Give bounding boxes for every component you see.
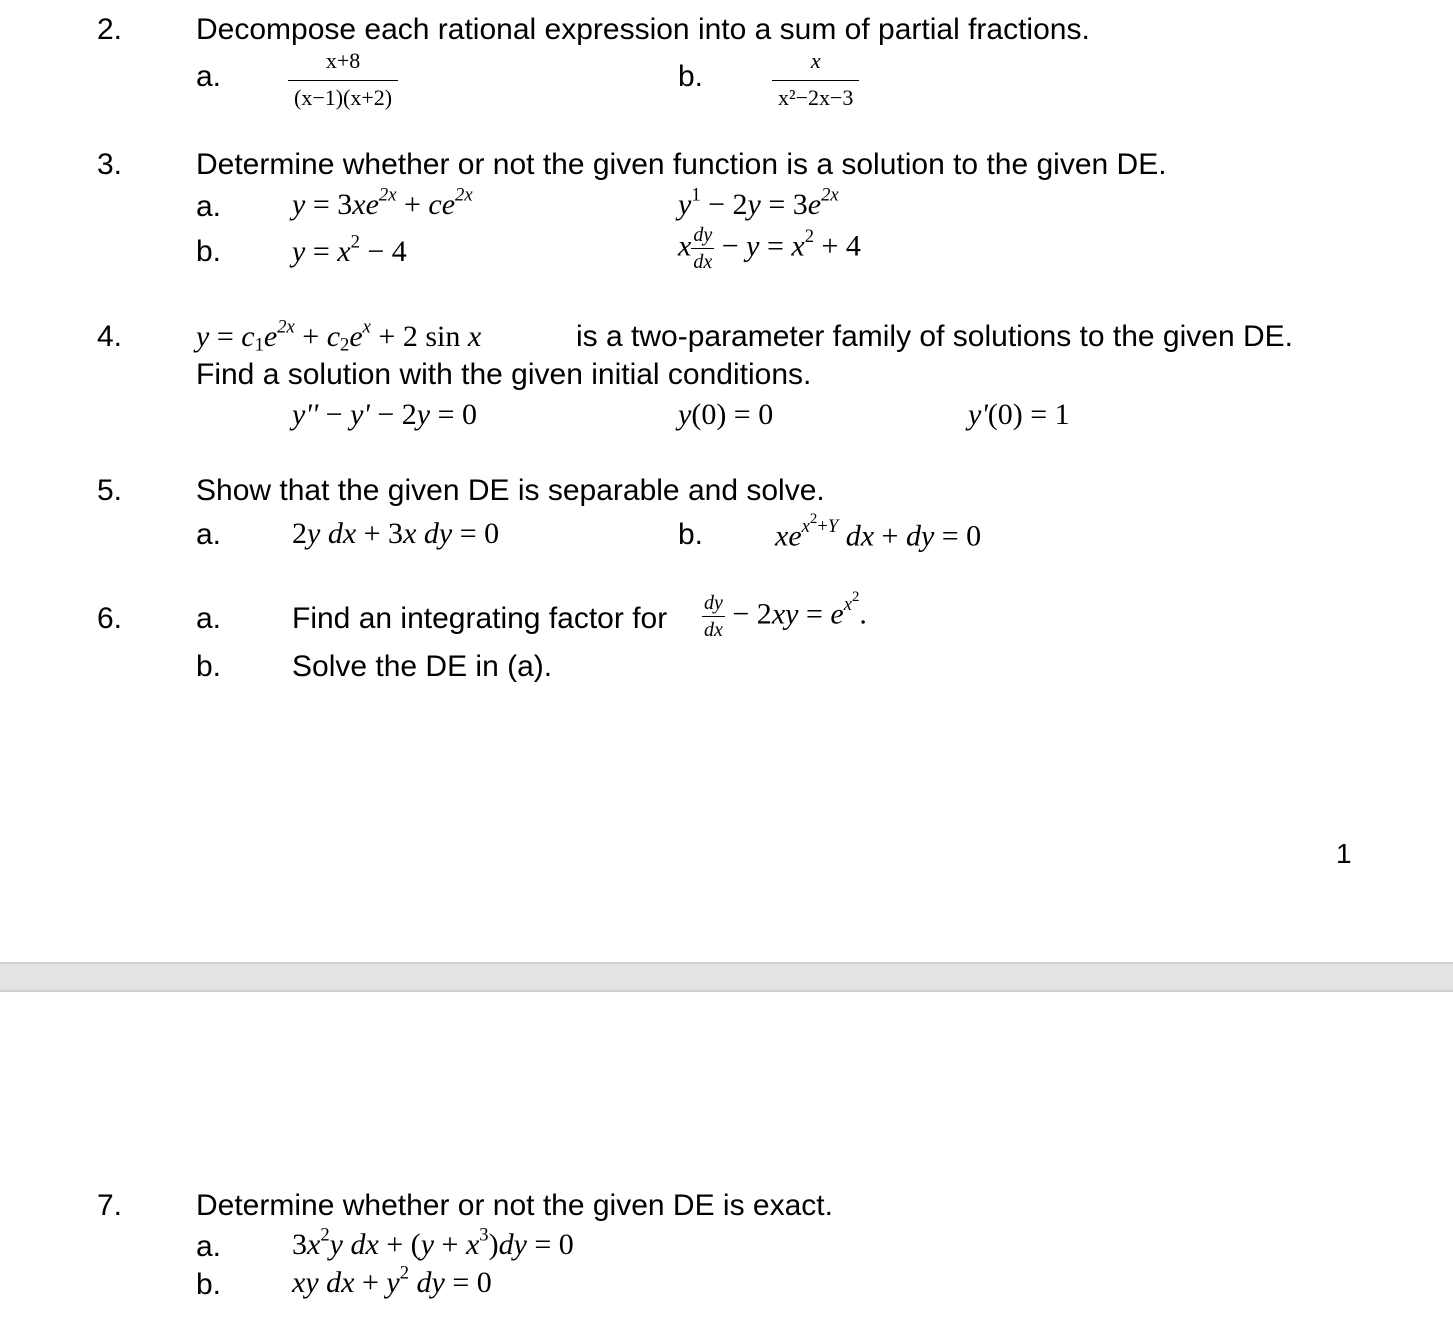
- part-label: a.: [196, 1230, 222, 1263]
- problem-instruction: Determine whether or not the given function is a solution to the given DE.: [196, 148, 1167, 181]
- given-de: $\frac{dy}{dx}$ − $2xy = e^{x^2}$.: [704, 589, 867, 641]
- problem-instruction: Decompose each rational expression into a sum of partial fractions.: [196, 13, 1090, 46]
- fraction-denominator: x²−2x−3: [772, 80, 859, 109]
- problem-number: 2.: [97, 13, 123, 46]
- fraction-numerator: x+8: [325, 48, 361, 73]
- part-label: b.: [196, 650, 222, 683]
- problem-instruction: Find a solution with the given initial conditions.: [196, 358, 812, 391]
- given-de: y'' − y' − 2y = 0: [292, 398, 477, 431]
- given-de: x $\frac{dy}{dx}$ − $y = x^2 + 4$: [678, 224, 861, 273]
- problem-number: 3.: [97, 148, 123, 181]
- part-label: a.: [196, 518, 222, 551]
- given-function: $y = x^2 - 4$: [292, 231, 407, 268]
- given-de: $3x^2y$ dx + $(y + x^3)dy = 0$: [292, 1224, 574, 1261]
- fraction-expression: [772, 50, 859, 109]
- fraction-denominator: (x−1)(x+2): [288, 80, 398, 109]
- problem-instruction: Determine whether or not the given DE is exact.: [196, 1189, 833, 1222]
- part-label: b.: [196, 1268, 222, 1301]
- part-label: a.: [196, 60, 222, 93]
- given-de: $y^1 - 2y = 3e^{2x}$: [678, 184, 839, 221]
- given-de: 2y dx + 3x dy = 0: [292, 517, 500, 550]
- page-break-separator: [0, 962, 1453, 992]
- solution-family: $y = c_1e^{2x} + c_2e^x + 2$ sin x: [196, 316, 482, 356]
- part-text: Find an integrating factor for: [292, 602, 668, 635]
- initial-condition: y(0) = 0: [678, 398, 774, 431]
- fraction-numerator: x: [810, 48, 821, 73]
- given-function: $y = 3xe^{2x} + ce^{2x}$: [292, 184, 473, 221]
- page-number: 1: [1336, 838, 1352, 869]
- part-label: b.: [196, 235, 222, 268]
- part-label: a.: [196, 602, 222, 635]
- part-text: Solve the DE in (a).: [292, 650, 553, 683]
- given-de: xy dx + $y^2$ dy = 0: [292, 1262, 492, 1299]
- problem-number: 7.: [97, 1189, 123, 1222]
- initial-condition: y'(0) = 1: [968, 398, 1070, 431]
- problem-instruction: is a two-parameter family of solutions to the given DE.: [576, 320, 1293, 353]
- part-label: a.: [196, 190, 222, 223]
- problem-number: 4.: [97, 320, 123, 353]
- part-label: b.: [678, 60, 704, 93]
- problem-number: 6.: [97, 602, 123, 635]
- given-de: $xe^{x^2+Y}$ dx + dy = 0: [775, 511, 982, 553]
- fraction-expression: [288, 50, 398, 109]
- problem-number: 5.: [97, 474, 123, 507]
- part-label: b.: [678, 518, 704, 551]
- problem-instruction: Show that the given DE is separable and solve.: [196, 474, 825, 507]
